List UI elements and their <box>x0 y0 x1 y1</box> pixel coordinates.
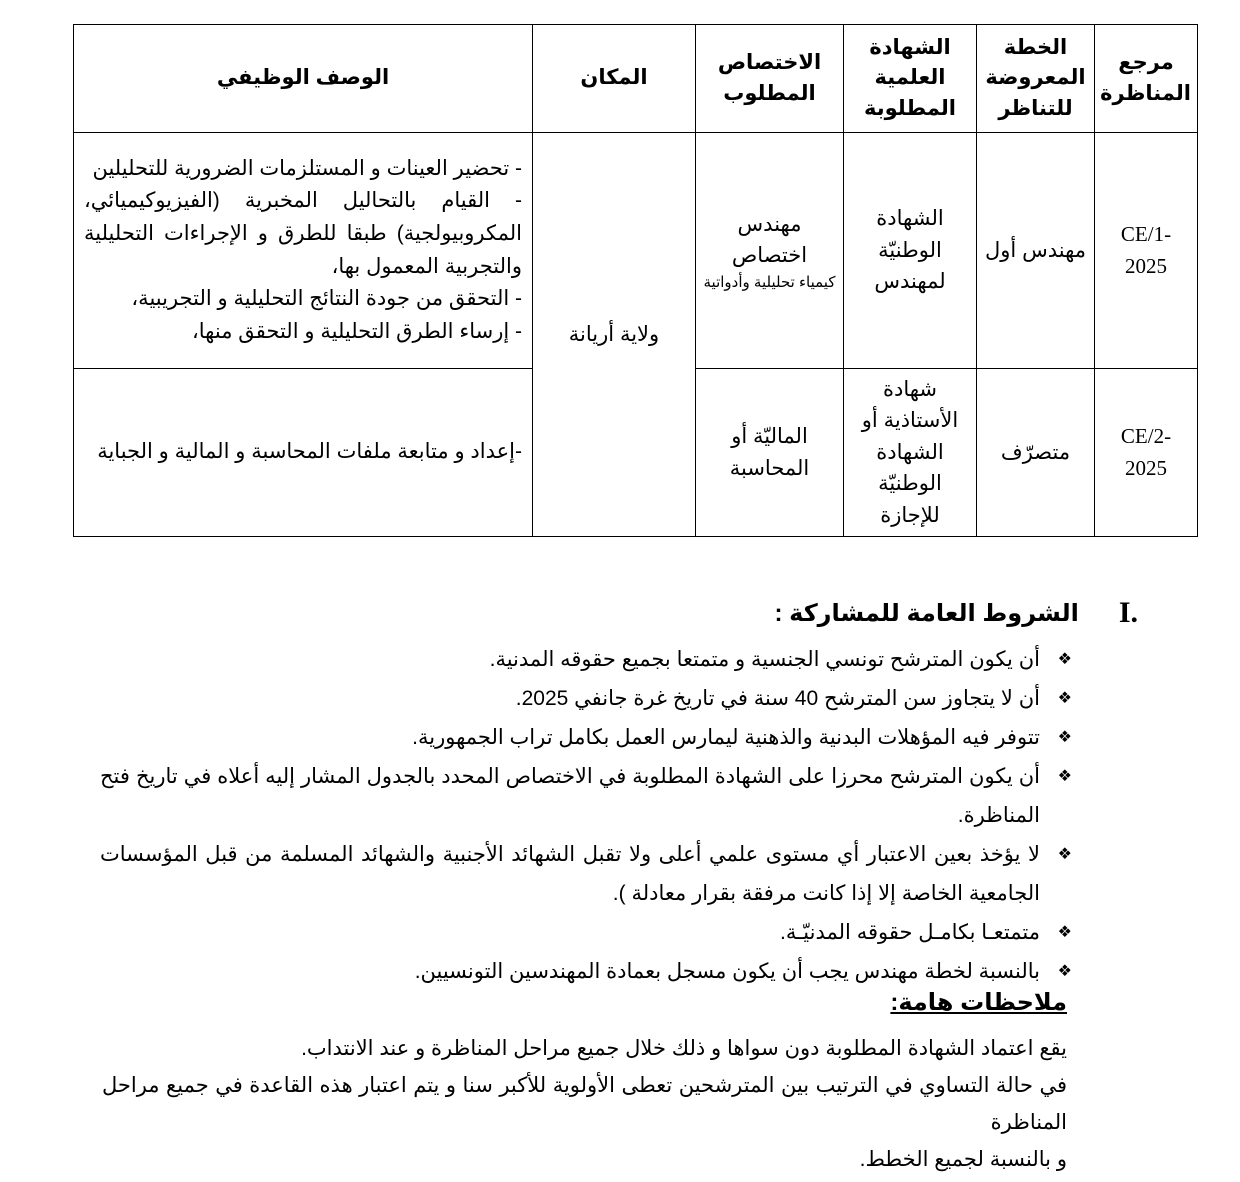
section-title: الشروط العامة للمشاركة : <box>774 599 1079 627</box>
header-place: المكان <box>533 25 696 133</box>
specialty-main: مهندس اختصاص <box>731 212 808 267</box>
diamond-bullet-icon: ❖ <box>1057 963 1072 980</box>
note-paragraph: يقع اعتماد الشهادة المطلوبة دون سواها و ذلك خلال جميع مراحل المناظرة و عند الانتداب. <box>301 1037 1067 1060</box>
list-item <box>100 679 1072 718</box>
list-item <box>100 835 1072 913</box>
condition-text: أن لا يتجاوز سن المترشح 40 سنة في تاريخ غرة جانفي 2025. <box>515 687 1040 710</box>
cell-place: ولاية أريانة <box>533 133 696 537</box>
header-description: الوصف الوظيفي <box>74 25 533 133</box>
cell-plan: مهندس أول <box>977 133 1095 369</box>
condition-text: متمتعـا بكامـل حقوقه المدنيّـة. <box>780 921 1040 944</box>
cell-degree: شهادة الأستاذية أو الشهادة الوطنيّة للإجازة <box>844 369 977 537</box>
notes-heading: ملاحظات هامة: <box>890 989 1067 1016</box>
header-plan: الخطة المعروضة للتناظر <box>977 25 1095 133</box>
cell-description <box>74 133 533 369</box>
condition-text: بالنسبة لخطة مهندس يجب أن يكون مسجل بعمادة المهندسين التونسيين. <box>414 960 1040 983</box>
table-header-row <box>74 25 1198 133</box>
notes-body <box>102 1030 1067 1178</box>
section-heading <box>775 596 1139 630</box>
diamond-bullet-icon: ❖ <box>1057 690 1072 707</box>
description-line: - تحضير العينات و المستلزمات الضرورية للتحليلين <box>92 156 522 180</box>
cell-description <box>74 369 533 537</box>
description-line: - التحقق من جودة النتائج التحليلية و التجريبية، <box>131 287 522 311</box>
header-degree: الشهادة العلمية المطلوبة <box>844 25 977 133</box>
specialty-sub: كيمياء تحليلية وأدواتية <box>703 273 836 291</box>
list-item <box>100 913 1072 952</box>
description-line: - إرساء الطرق التحليلية و التحقق منها، <box>192 319 522 343</box>
note-paragraph: في حالة التساوي في الترتيب بين المترشحين تعطى الأولوية للأكبر سنا و يتم اعتبار هذه القاعدة في جميع مراحل المناظرة <box>102 1074 1067 1134</box>
diamond-bullet-icon: ❖ <box>1057 651 1072 668</box>
list-item <box>100 640 1072 679</box>
diamond-bullet-icon: ❖ <box>1057 846 1072 863</box>
cell-ref: CE/1-2025 <box>1095 133 1198 369</box>
description-line: - القيام بالتحاليل المخبرية (الفيزيوكيميائي، المكروبيولجية) طبقا للطرق و الإجراءات التحليلية والتجربية المعمول بها، <box>84 189 522 278</box>
conditions-list <box>100 640 1072 991</box>
table-row <box>74 133 1198 369</box>
cell-specialty <box>696 133 844 369</box>
note-paragraph: و بالنسبة لجميع الخطط. <box>859 1148 1067 1171</box>
cell-plan: متصرّف <box>977 369 1095 537</box>
condition-text: أن يكون المترشح محرزا على الشهادة المطلوبة في الاختصاص المحدد بالجدول المشار إليه أعلاه في تاريخ فتح المناظرة. <box>100 765 1040 827</box>
diamond-bullet-icon: ❖ <box>1057 924 1072 941</box>
diamond-bullet-icon: ❖ <box>1057 729 1072 746</box>
description-line: -إعداد و متابعة ملفات المحاسبة و المالية و الجباية <box>97 440 522 464</box>
list-item <box>100 757 1072 835</box>
section-number: I. <box>1118 596 1138 629</box>
diamond-bullet-icon: ❖ <box>1057 768 1072 785</box>
cell-ref: CE/2-2025 <box>1095 369 1198 537</box>
positions-table <box>73 24 1198 537</box>
condition-text: لا يؤخذ بعين الاعتبار أي مستوى علمي أعلى ولا تقبل الشهائد الأجنبية والشهائد المسلمة من قبل المؤسسات الجامعية الخاصة إلا إذا كانت مرفقة بقرار معادلة ). <box>100 843 1040 905</box>
condition-text: أن يكون المترشح تونسي الجنسية و متمتعا بجميع حقوقه المدنية. <box>489 648 1040 671</box>
cell-specialty: الماليّة أو المحاسبة <box>696 369 844 537</box>
header-specialty: الاختصاص المطلوب <box>696 25 844 133</box>
header-ref: مرجع المناظرة <box>1095 25 1198 133</box>
list-item <box>100 952 1072 991</box>
cell-degree: الشهادة الوطنيّة لمهندس <box>844 133 977 369</box>
list-item <box>100 718 1072 757</box>
condition-text: تتوفر فيه المؤهلات البدنية والذهنية ليمارس العمل بكامل تراب الجمهورية. <box>412 726 1040 749</box>
